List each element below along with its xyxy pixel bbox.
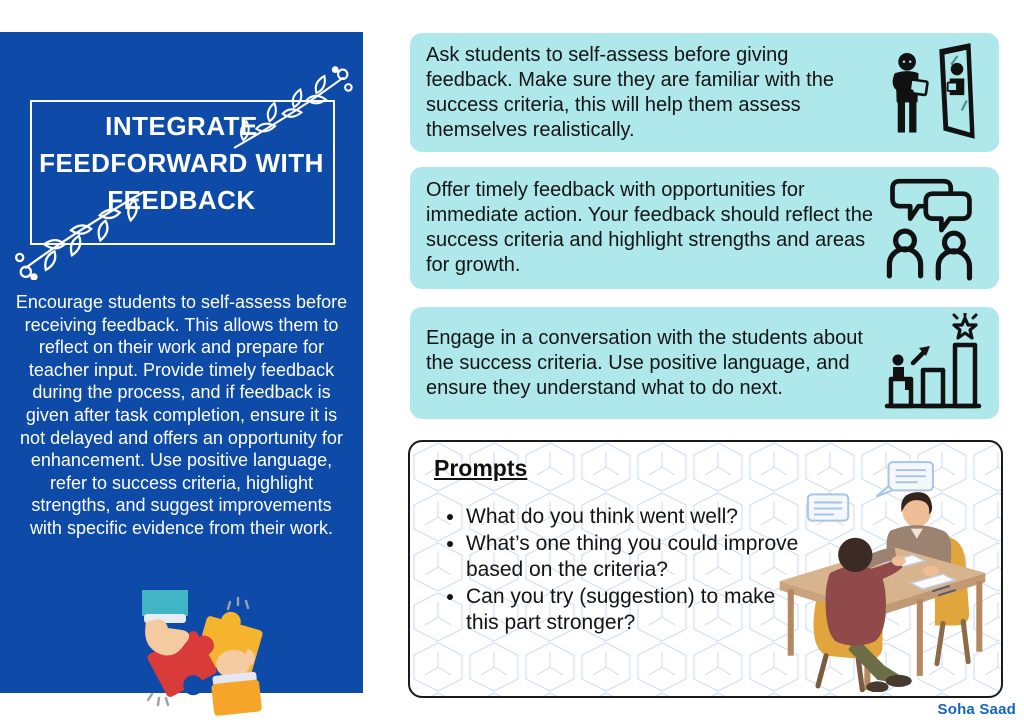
tip-text: Ask students to self-assess before giving feedback. Make sure they are familiar with the success criteria, this will help them assess themselves realistically. xyxy=(426,43,834,141)
growth-chart-star-icon xyxy=(883,313,983,413)
title-line-3: FEEDBACK xyxy=(107,185,256,215)
page-title xyxy=(16,108,347,219)
tip-text: Engage in a conversation with the students about the success criteria. Use positive language, and ensure they understand what to do next. xyxy=(426,326,863,399)
title-line-1: INTEGRATE xyxy=(105,111,258,141)
tip-card-self-assess xyxy=(410,33,999,152)
left-panel xyxy=(0,32,363,693)
author-credit: Soha Saad xyxy=(937,701,1016,718)
prompt-item: • Can you try (suggestion) to make this part stronger? xyxy=(466,584,802,637)
panel-description: Encourage students to self-assess before receiving feedback. This allows them to reflect on their work and prepare for teacher input. Provide timely feedback during the process, and if feedback is given after task completion, ensure it is not delayed and offers an opportunity for enhancement. Use positive language, refer to success criteria, highlight strengths, and suggest improvements with specific evidence from their work. xyxy=(15,292,348,538)
title-line-2: FEEDFORWARD WITH xyxy=(39,148,324,178)
prompts-list xyxy=(438,504,802,637)
prompts-heading: Prompts xyxy=(434,455,528,481)
prompt-item: • What’s one thing you could improve based on the criteria? xyxy=(466,531,802,584)
mirror-self-reflection-icon xyxy=(879,41,983,145)
prompt-item: • What do you think went well? xyxy=(466,504,802,531)
prompts-card xyxy=(408,440,1003,698)
tip-text: Offer timely feedback with opportunities for immediate action. Your feedback should reflect the success criteria and highlight strengths and areas for growth. xyxy=(426,179,873,276)
tip-card-conversation xyxy=(410,307,999,419)
puzzle-hands-illustration xyxy=(112,588,292,718)
conversation-bubbles-icon xyxy=(879,174,983,282)
tip-card-timely-feedback xyxy=(410,167,999,289)
feedback-discussion-illustration xyxy=(763,450,1001,692)
